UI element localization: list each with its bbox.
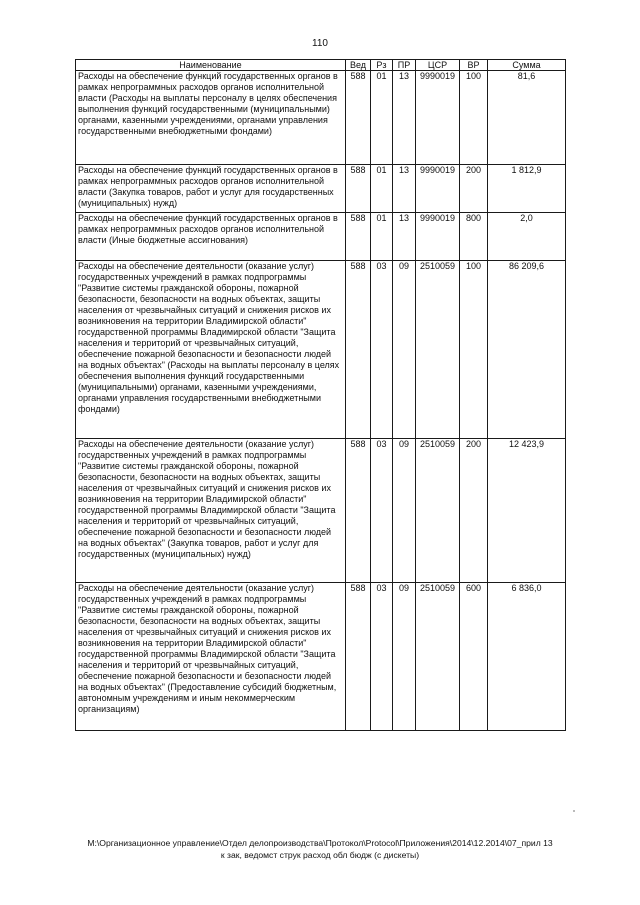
- row-sum: 1 812,9: [488, 165, 566, 213]
- row-vr: 600: [460, 583, 488, 731]
- scan-dot: [573, 810, 575, 812]
- row-pr: 09: [393, 439, 416, 583]
- header-pr: ПР: [393, 60, 416, 71]
- row-csr: 2510059: [416, 583, 460, 731]
- row-rz: 01: [371, 213, 393, 261]
- header-ved: Вед: [346, 60, 371, 71]
- row-csr: 9990019: [416, 213, 460, 261]
- header-rz: Рз: [371, 60, 393, 71]
- row-pr: 09: [393, 261, 416, 439]
- row-name: Расходы на обеспечение деятельности (оказание услуг) государственных учреждений в рамках подпрограммы "Развитие системы гражданской обороны, пожарной безопасности, безопасности на водных объектах, защиты населения от чрезвычайных ситуаций и снижения рисков их возникновения на территории Владимирской области" государственной программы Владимирской области "Защита населения и территорий от чрезвычайных ситуаций, обеспечение пожарной безопасности и безопасности людей на водных объектах" (Расходы на выплаты персоналу в целях обеспечения выполнения функций государственными (муниципальными) органами, казенными учреждениями, органами управления государственными внебюджетными фондами): [76, 261, 346, 439]
- row-rz: 03: [371, 261, 393, 439]
- table-row: [76, 261, 566, 439]
- table-row: [76, 213, 566, 261]
- table-row: [76, 439, 566, 583]
- row-sum: 81,6: [488, 71, 566, 165]
- row-vr: 200: [460, 439, 488, 583]
- row-csr: 2510059: [416, 261, 460, 439]
- row-sum: 12 423,9: [488, 439, 566, 583]
- row-vr: 100: [460, 261, 488, 439]
- row-csr: 9990019: [416, 165, 460, 213]
- row-pr: 13: [393, 71, 416, 165]
- row-name: Расходы на обеспечение функций государственных органов в рамках непрограммных расходов органов исполнительной власти (Иные бюджетные ассигнования): [76, 213, 346, 261]
- row-ved: 588: [346, 261, 371, 439]
- row-rz: 03: [371, 439, 393, 583]
- footer-line-2: к зак, ведомст струк расход обл бюдж (с дискеты): [220, 850, 420, 860]
- row-ved: 588: [346, 213, 371, 261]
- header-sum: Сумма: [488, 60, 566, 71]
- header-vr: ВР: [460, 60, 488, 71]
- row-ved: 588: [346, 583, 371, 731]
- row-pr: 13: [393, 165, 416, 213]
- row-rz: 01: [371, 165, 393, 213]
- row-name: Расходы на обеспечение деятельности (оказание услуг) государственных учреждений в рамках подпрограммы "Развитие системы гражданской обороны, пожарной безопасности, безопасности на водных объектах, защиты населения от чрезвычайных ситуаций и снижения рисков их возникновения на территории Владимирской области" государственной программы Владимирской области "Защита населения и территорий от чрезвычайных ситуаций, обеспечение пожарной безопасности и безопасности людей на водных объектах" (Предоставление субсидий бюджетным, автономным учреждениям и иным некоммерческим организациям): [76, 583, 346, 731]
- row-rz: 01: [371, 71, 393, 165]
- row-ved: 588: [346, 439, 371, 583]
- table-row: [76, 165, 566, 213]
- page-number: 110: [312, 38, 328, 49]
- header-name: Наименование: [76, 60, 346, 71]
- row-name: Расходы на обеспечение функций государственных органов в рамках непрограммных расходов органов исполнительной власти (Расходы на выплаты персоналу в целях обеспечения выполнения функций государственными (муниципальными) органами, казенными учреждениями, органами управления государственными внебюджетными фондами): [76, 71, 346, 165]
- footer-path: [40, 837, 600, 861]
- row-pr: 13: [393, 213, 416, 261]
- budget-table: [75, 59, 566, 731]
- row-ved: 588: [346, 71, 371, 165]
- table-row: [76, 583, 566, 731]
- footer-line-1: M:\Организационное управление\Отдел делопроизводства\Протокол\Protocol\Приложения\2014\12.2014\07_прил 13: [87, 838, 553, 848]
- row-rz: 03: [371, 583, 393, 731]
- row-ved: 588: [346, 165, 371, 213]
- table-header-row: [76, 60, 566, 71]
- row-vr: 100: [460, 71, 488, 165]
- header-csr: ЦСР: [416, 60, 460, 71]
- row-sum: 86 209,6: [488, 261, 566, 439]
- table-row: [76, 71, 566, 165]
- row-name: Расходы на обеспечение деятельности (оказание услуг) государственных учреждений в рамках подпрограммы "Развитие системы гражданской обороны, пожарной безопасности, безопасности на водных объектах, защиты населения от чрезвычайных ситуаций и снижения рисков их возникновения на территории Владимирской области" государственной программы Владимирской области "Защита населения и территорий от чрезвычайных ситуаций, обеспечение пожарной безопасности и безопасности людей на водных объектах" (Закупка товаров, работ и услуг для государственных (муниципальных) нужд): [76, 439, 346, 583]
- row-csr: 9990019: [416, 71, 460, 165]
- row-csr: 2510059: [416, 439, 460, 583]
- row-pr: 09: [393, 583, 416, 731]
- row-vr: 800: [460, 213, 488, 261]
- row-sum: 6 836,0: [488, 583, 566, 731]
- row-sum: 2,0: [488, 213, 566, 261]
- row-name: Расходы на обеспечение функций государственных органов в рамках непрограммных расходов органов исполнительной власти (Закупка товаров, работ и услуг для государственных (муниципальных) нужд): [76, 165, 346, 213]
- row-vr: 200: [460, 165, 488, 213]
